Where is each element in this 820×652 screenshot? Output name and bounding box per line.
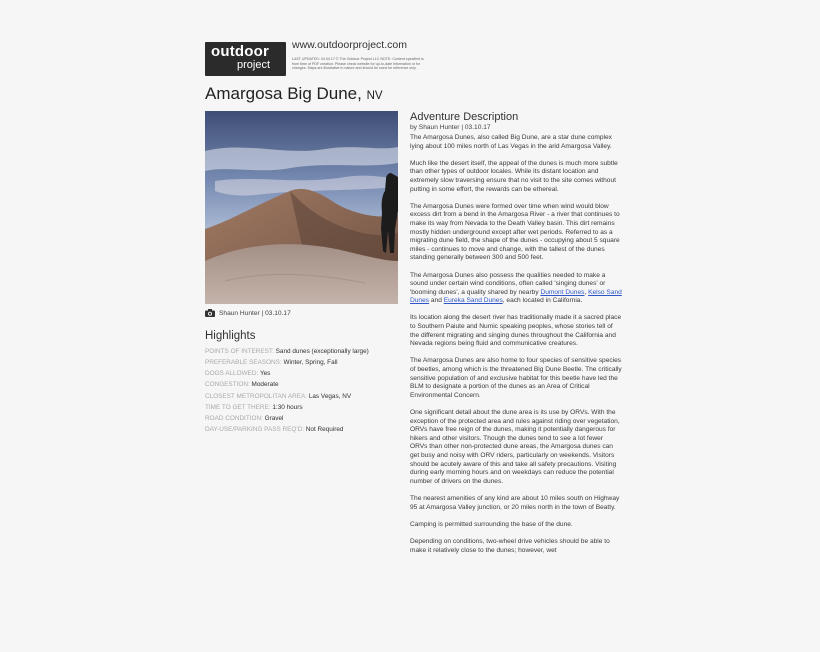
highlight-key: CLOSEST METROPOLITAN AREA: [205,392,308,400]
highlight-row [205,413,405,424]
dune-photo-illustration [205,111,398,304]
highlight-value: Moderate [251,381,279,389]
paragraph: Much like the desert itself, the appeal of the dunes is much more subtle than other types of outdoor locales. While its distant location and extremely slow traversing ensure that no visit to the site comes without putting in some effort, the rewards can be ethereal. [410,159,618,193]
disclaimer-text: LAST UPDATED: 04.04.17 © The Outdoor Project LLC NOTE: Content specified is from time of PDF creation. Please check website for up-to-date information or for changes. Maps are illustrative in nature and should be used for reference only. [292,57,424,71]
paragraph: The nearest amenities of any kind are about 10 miles south on Highway 95 at Amargosa Valley junction, or 20 miles north in the town of Beatty. [410,494,620,511]
highlights-list [205,346,405,435]
camera-icon [205,309,215,317]
logo-word-project: project [237,59,271,71]
highlight-value: Not Required [305,426,344,434]
highlight-value: Las Vegas, NV [308,392,352,400]
highlight-value: Yes [259,370,271,378]
highlight-key: PREFERABLE SEASONS: [205,359,282,367]
highlight-value: 1:30 hours [272,403,303,411]
highlight-row [205,379,405,390]
paragraph-text: and [429,297,444,305]
pdf-page [198,30,628,652]
outdoor-project-logo[interactable] [205,42,286,76]
photo-caption [205,309,291,317]
highlight-value: Winter, Spring, Fall [283,359,338,367]
highlight-row [205,402,405,413]
logo-word-outdoor: outdoor [211,43,270,60]
photo-credit: Shaun Hunter | 03.10.17 [219,309,291,317]
page-title [205,84,383,104]
highlight-key: ROAD CONDITION: [205,414,263,422]
paragraph: The Amargosa Dunes were formed over time when wind would blow excess dirt from a bend in the Amargosa River - a river that continues to make its way from Nevada to the Death Valley basin. This dirt remains mostly hidden underground except after wet periods. Referred to as a migrating dune field, the shape of the dunes - occupying about 5 square miles - continues to move and change, with the tallest of the dunes standing generally between 300 and 500 feet. [410,202,620,262]
paragraph-text: The Amargosa Dunes also possess the qualities needed to make a sound under certain wind conditions, often called 'singing dunes' or 'booming dunes', a quality shared by nearby [410,271,606,296]
paragraph: Its location along the desert river has traditionally made it a sacred place to Southern Paiute and Numic speaking peoples, whose stories tell of the different migrating and singing dunes throughout the California and Nevada regions being fluid and communicative creatures. [410,314,622,348]
highlight-row [205,424,405,435]
adventure-byline: by Shaun Hunter | 03.10.17 [410,124,491,131]
highlight-key: POINTS OF INTEREST: [205,348,274,355]
link-dumont-dunes[interactable]: Dumont Dunes [540,288,585,296]
page-title-state: NV [366,90,383,102]
adventure-title: Adventure Description [410,111,519,123]
highlight-value: Sand dunes (exceptionally large) [275,348,369,355]
highlight-row [205,357,405,368]
link-kelso-sand-dunes[interactable]: Kelso Sand Dunes [410,288,622,305]
highlight-row [205,346,405,357]
paragraph-text: , each located in California. [502,297,583,305]
paragraph [410,272,622,306]
paragraph: The Amargosa Dunes, also called Big Dune, are a star dune complex lying about 100 miles north of Las Vegas in the arid Amargosa Valley. [410,134,612,150]
paragraph: The Amargosa Dunes are also home to four species of sensitive species of beetles, among which is the threatened Big Dune Beetle. The critically sensitive population of and exclusive habitat for this beetle have led the BLM to designate a portion of the dunes as an Area of Critical Environmental Concern. [410,357,622,399]
highlight-key: TIME TO GET THERE: [205,403,271,411]
highlight-key: DOGS ALLOWED: [205,370,259,378]
dune-photo [205,111,398,304]
adventure-body [410,134,622,564]
highlight-key: DAY-USE/PARKING PASS REQ'D: [205,426,304,434]
link-eureka-sand-dunes[interactable]: Eureka Sand Dunes [443,297,503,305]
site-url[interactable]: www.outdoorproject.com [292,39,407,51]
highlights-title: Highlights [205,330,256,342]
paragraph: One significant detail about the dune area is its use by ORVs. With the exception of the protected area and rules against riding over vegetation, ORVs have free reign of the dunes, making it potentially dangerous for hikers and other visitors. Though the dunes tend to see a lot fewer ORVs than other non-protected dune areas, the Amargosa dunes can get busy and noisy with ORV riders, particularly on weekends. Visitors should be acutely aware of this and take all safety precautions. Visiting during early morning hours and on weekdays can reduce the potential number of drivers on the dunes. [410,409,620,485]
paragraph-text: , [584,288,589,296]
highlight-row [205,391,405,402]
paragraph: Depending on conditions, two-wheel drive vehicles should be able to make it relatively close to the dunes; however, wet [410,537,610,554]
page-title-name: Amargosa Big Dune, [205,84,362,103]
highlight-row [205,368,405,379]
paragraph: Camping is permitted surrounding the base of the dune. [410,520,573,528]
highlight-key: CONGESTION: [205,381,250,389]
highlight-value: Gravel [264,414,284,422]
